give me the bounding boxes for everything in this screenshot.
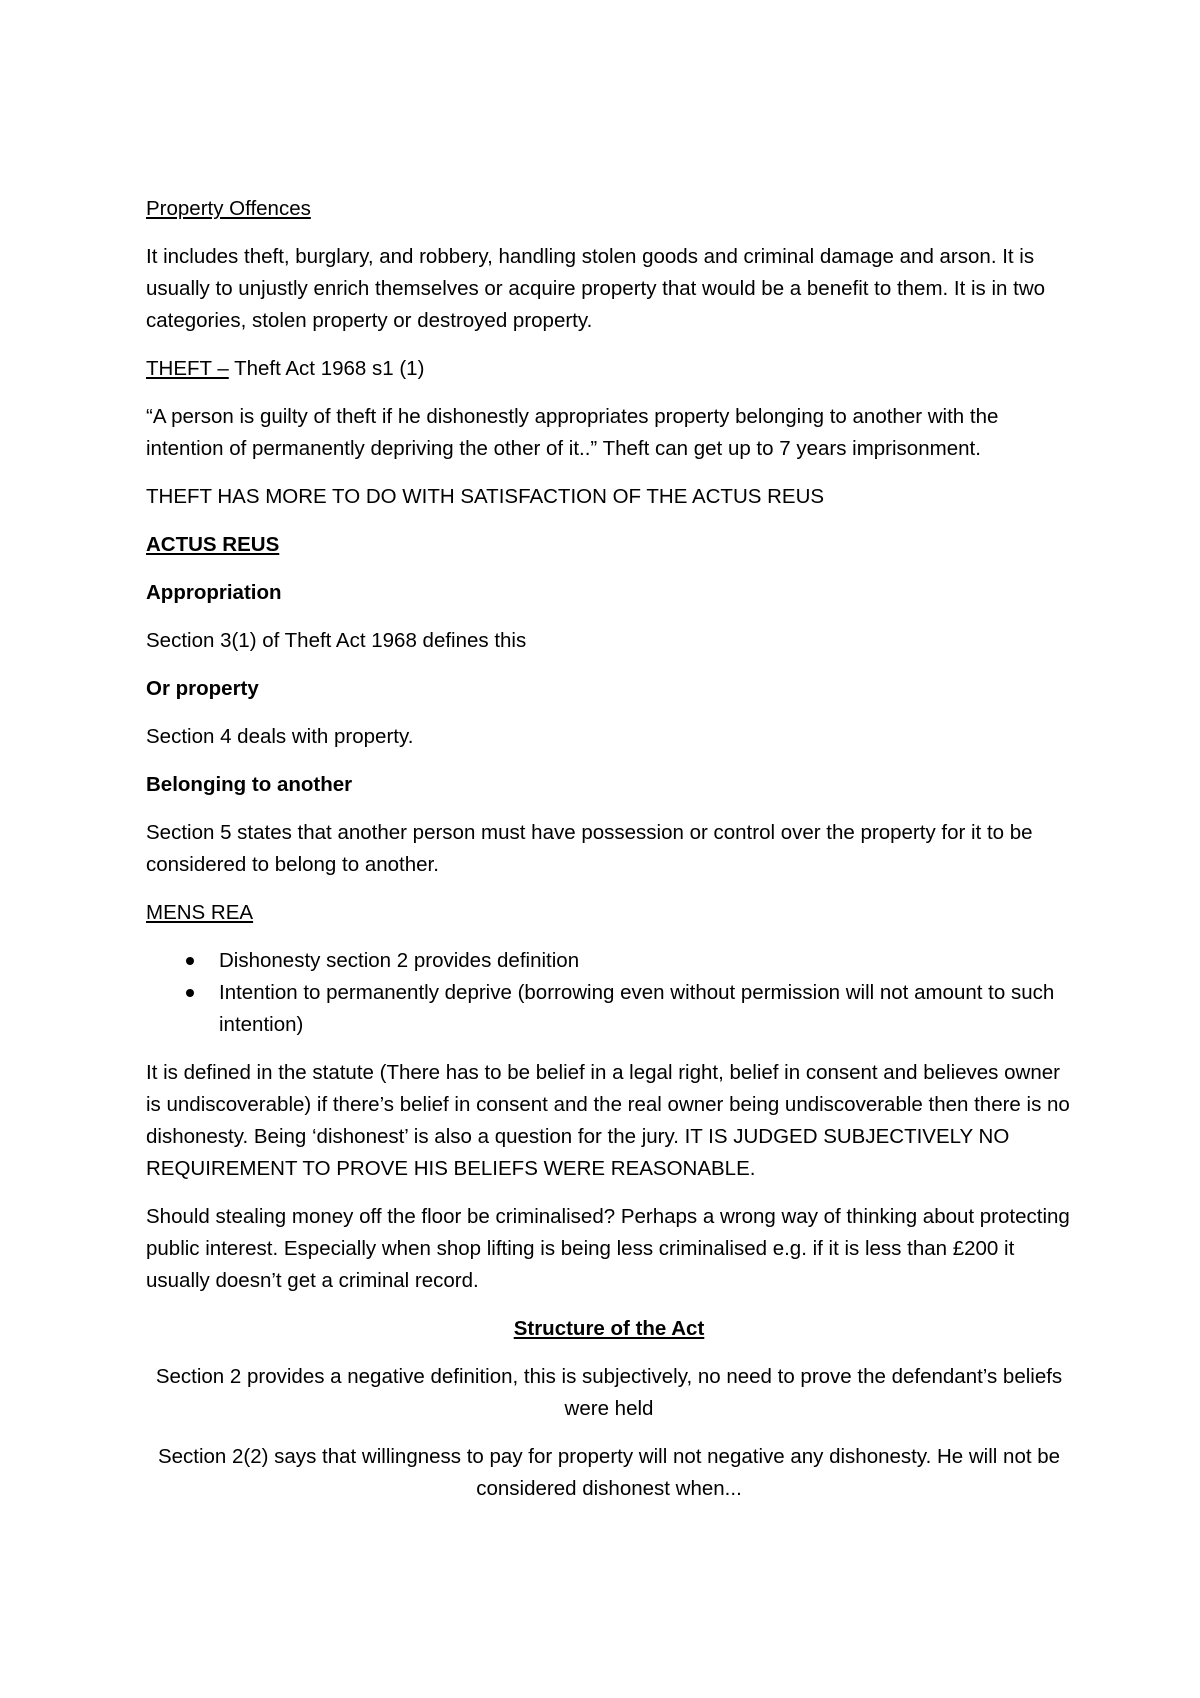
theft-note: THEFT HAS MORE TO DO WITH SATISFACTION OF THE ACTUS REUS	[146, 485, 825, 508]
section-2-2-paragraph: Section 2(2) says that willingness to pay for property will not negative any dishonesty. He will not be considered dishonest when...	[157, 1445, 1061, 1500]
bullet-icon	[186, 989, 194, 997]
belonging-heading: Belonging to another	[146, 773, 353, 796]
list-item-text: Intention to permanently deprive (borrowing even without permission will not amount to such intention)	[219, 981, 1055, 1036]
theft-heading-label: THEFT –	[146, 357, 229, 380]
theft-heading-rest: Theft Act 1968 s1 (1)	[228, 357, 425, 380]
actus-reus-heading-text: ACTUS REUS	[146, 533, 280, 556]
property-heading: Or property	[146, 677, 259, 700]
dishonesty-paragraph: It is defined in the statute (There has to be belief in a legal right, belief in consent and believes owner is undiscoverable) if there’s belief in consent and the real owner being undiscoverable then there is no dishonesty. Being ‘dishonest’ is also a question for the jury. IT IS JUDGED SUBJECTIVELY NO REQUIREMENT TO PROVE HIS BELIEFS WERE REASONABLE.	[146, 1061, 1070, 1180]
mens-rea-list	[146, 945, 1072, 1041]
list-item-text: Dishonesty section 2 provides definition	[219, 949, 580, 972]
property-text: Section 4 deals with property.	[146, 725, 414, 748]
mens-rea-heading	[146, 897, 1072, 929]
theft-quote: “A person is guilty of theft if he dishonestly appropriates property belonging to another with the intention of permanently depriving the other of it..” Theft can get up to 7 years imprisonment.	[146, 405, 999, 460]
actus-reus-heading	[146, 529, 1072, 561]
list-item	[219, 977, 1072, 1041]
stealing-paragraph: Should stealing money off the floor be criminalised? Perhaps a wrong way of thinking about protecting public interest. Especially when shop lifting is being less criminalised e.g. if it is less than £200 it usually doesn’t get a criminal record.	[146, 1205, 1070, 1292]
section-2-paragraph: Section 2 provides a negative definition, this is subjectively, no need to prove the defendant’s beliefs were held	[155, 1365, 1063, 1420]
document-page	[146, 193, 1072, 1521]
theft-heading	[146, 353, 1072, 385]
page-title	[146, 193, 1072, 225]
appropriation-heading: Appropriation	[146, 581, 282, 604]
bullet-icon	[186, 957, 194, 965]
appropriation-text: Section 3(1) of Theft Act 1968 defines this	[146, 629, 527, 652]
structure-heading	[146, 1313, 1072, 1345]
mens-rea-heading-text: MENS REA	[146, 901, 254, 924]
structure-heading-text: Structure of the Act	[513, 1317, 705, 1340]
title-text: Property Offences	[146, 197, 311, 220]
belonging-text: Section 5 states that another person must have possession or control over the property for it to be considered to belong to another.	[146, 821, 1033, 876]
list-item	[219, 945, 1072, 977]
intro-paragraph: It includes theft, burglary, and robbery, handling stolen goods and criminal damage and arson. It is usually to unjustly enrich themselves or acquire property that would be a benefit to them. It is in two categories, stolen property or destroyed property.	[146, 245, 1046, 332]
